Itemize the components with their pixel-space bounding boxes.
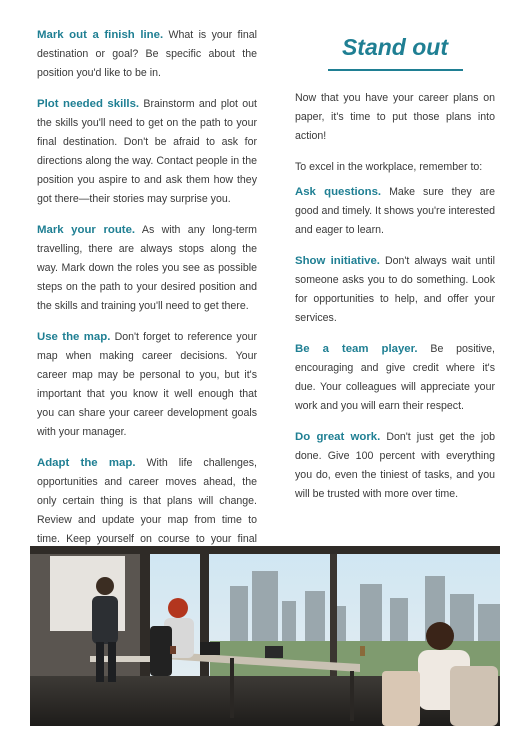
tip-team-player [295, 340, 495, 416]
tip-heading: Mark your route. [37, 224, 136, 236]
tip-text: With life challenges, opportunities and career moves ahead, the only certain thing is that plans will change. Review and update your map from time to time. Keep yourself on course to your final [37, 457, 257, 545]
tip-heading: Show initiative. [295, 255, 380, 267]
tip-plot-skills [37, 95, 257, 209]
tip-heading: Do great work. [295, 431, 381, 443]
office-photo-illustration [30, 546, 500, 726]
title-underline [328, 69, 463, 71]
tip-text: Don't just get the job done. Give 100 percent with everything you do, even the tiniest of tasks, and you will be trusted with more over time. [295, 431, 495, 500]
tip-text: Brainstorm and plot out the skills you'll need to get on the path to your final destination. Don't be afraid to ask for directions along the way. Contact people in the position you aspire to and ask them how they got there—their stories may surprise you. [37, 98, 257, 205]
tip-heading: Be a team player. [295, 343, 418, 355]
tip-heading: Plot needed skills. [37, 98, 140, 110]
remember-text: To excel in the workplace, remember to: [295, 161, 483, 173]
tip-heading: Adapt the map. [37, 457, 136, 469]
office-photo [30, 546, 500, 726]
tip-heading: Ask questions. [295, 186, 382, 198]
tip-use-map [37, 328, 257, 442]
tip-text: What is your final destination or goal? Be specific about the position you'd like to be in. [37, 29, 257, 79]
tip-finish-line [37, 26, 257, 83]
tip-ask-questions [295, 183, 495, 240]
tip-text: As with any long-term travelling, there are always stops along the way. Mark down the roles you see as possible steps on the path to your desired position and the skills and training you'll need to get there. [37, 224, 257, 312]
section-title: Stand out [341, 34, 449, 60]
tip-text: Be positive, encouraging and give credit where it's due. Your colleagues will appreciate your work and you will earn their respect. [295, 343, 495, 412]
tip-text: Don't always wait until someone asks you to do something. Look for opportunities to help, and offer your services. [295, 255, 495, 324]
section-title-block [295, 30, 495, 71]
right-column [295, 30, 495, 516]
left-column [37, 26, 257, 599]
intro-text: Now that you have your career plans on paper, it's time to put those plans into action! [295, 92, 495, 142]
tip-text: Make sure they are good and timely. It shows you're interested and eager to learn. [295, 186, 495, 236]
tip-great-work [295, 428, 495, 504]
tip-show-initiative [295, 252, 495, 328]
tip-heading: Mark out a finish line. [37, 29, 164, 41]
tip-heading: Use the map. [37, 331, 111, 343]
tip-mark-route [37, 221, 257, 316]
tip-text: Don't forget to reference your map when making career decisions. Your career map may be personal to you, but it's important that you know it well enough that you can share your career development goals with your manager. [37, 331, 257, 438]
